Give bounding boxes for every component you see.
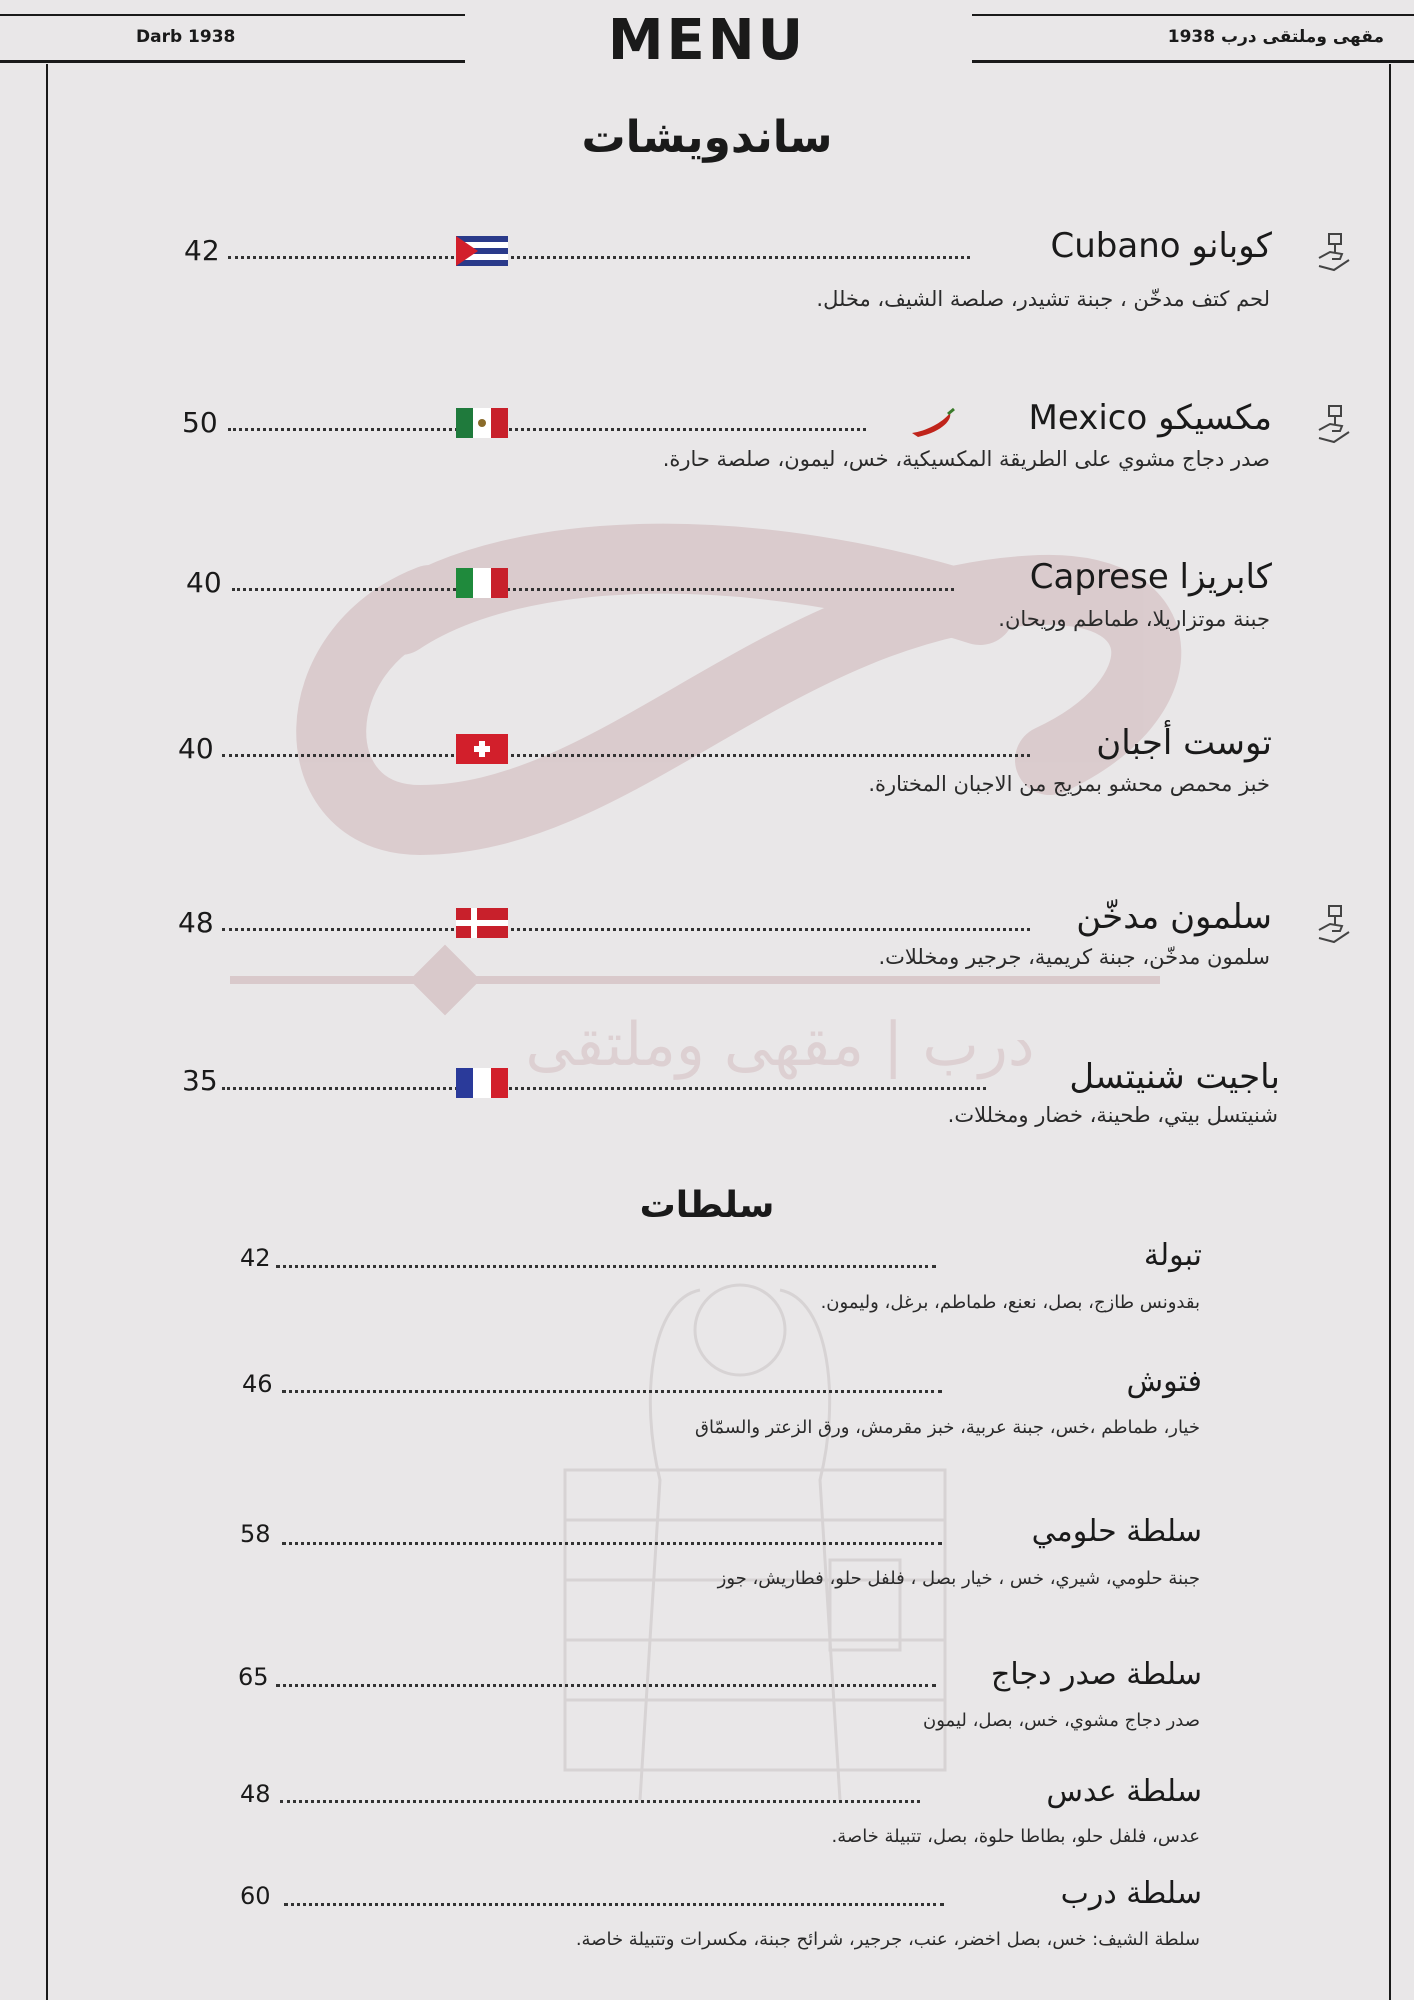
page-title: MENU: [607, 8, 807, 73]
item-price: 46: [242, 1370, 273, 1398]
chef-hand-icon: [1316, 232, 1352, 274]
item-name: كوبانو Cubano: [1050, 226, 1272, 266]
leader-dots: [228, 428, 866, 431]
item-description: صدر دجاج مشوي على الطريقة المكسيكية، خس، ليمون، صلصة حارة.: [662, 447, 1270, 471]
item-price: 40: [186, 566, 222, 599]
item-name: سلطة عدس: [1046, 1774, 1202, 1809]
leader-dots: [282, 1542, 942, 1545]
leader-dots: [232, 588, 954, 591]
leader-dots: [284, 1903, 944, 1906]
switzerland-flag-icon: [456, 734, 508, 764]
italy-flag-icon: [456, 568, 508, 598]
item-name: فتوش: [1126, 1364, 1202, 1399]
leader-dots: [222, 928, 1030, 931]
mexico-flag-icon: [456, 408, 508, 438]
leader-dots: [280, 1800, 920, 1803]
item-name: سلمون مدخّن: [1076, 897, 1272, 937]
item-name: باجيت شنيتسل: [1069, 1057, 1280, 1097]
leader-dots: [276, 1265, 936, 1268]
item-name: توست أجبان: [1096, 723, 1272, 763]
item-description: شنيتسل بيتي، طحينة، خضار ومخللات.: [947, 1103, 1278, 1127]
item-price: 58: [240, 1520, 271, 1548]
item-description: جبنة موتزاريلا، طماطم وريحان.: [998, 607, 1270, 631]
item-price: 42: [184, 234, 220, 267]
header-brand-latin: Darb 1938: [136, 27, 236, 47]
frame-rule-left: [46, 64, 48, 2000]
item-name: كابريزا Caprese: [1029, 557, 1272, 597]
leader-dots: [282, 1390, 942, 1393]
item-description: سلطة الشيف: خس، بصل اخضر، عنب، جرجير، شرائح جبنة، مكسرات وتتبيلة خاصة.: [575, 1929, 1200, 1950]
item-price: 48: [240, 1780, 271, 1808]
item-name: سلطة حلومي: [1031, 1514, 1202, 1549]
item-name: مكسيكو Mexico: [1028, 398, 1272, 438]
item-name: سلطة درب: [1060, 1876, 1202, 1911]
frame-rule-right: [1389, 64, 1391, 2000]
france-flag-icon: [456, 1068, 508, 1098]
item-price: 40: [178, 732, 214, 765]
section-title-salads: سلطات: [639, 1185, 775, 1226]
item-name: سلطة صدر دجاج: [991, 1657, 1202, 1692]
item-description: لحم كتف مدخّن ، جبنة تشيدر، صلصة الشيف، مخلل.: [816, 287, 1270, 311]
watermark-text: درب | مقهى وملتقى: [525, 1010, 1035, 1080]
denmark-flag-icon: [456, 908, 508, 938]
item-price: 60: [240, 1882, 271, 1910]
leader-dots: [276, 1684, 936, 1687]
item-description: خيار، طماطم ،خس، جبنة عربية، خبز مقرمش، ورق الزعتر والسمّاق: [694, 1417, 1200, 1438]
item-price: 35: [182, 1064, 218, 1097]
leader-dots: [222, 1087, 986, 1090]
item-description: سلمون مدخّن، جبنة كريمية، جرجير ومخللات.: [878, 945, 1270, 969]
item-description: بقدونس طازج، بصل، نعنع، طماطم، برغل، وليمون.: [820, 1292, 1200, 1313]
leader-dots: [228, 256, 970, 259]
header-brand-arabic: مقهى وملتقى درب 1938: [1167, 27, 1384, 47]
chef-hand-icon: [1316, 904, 1352, 946]
item-price: 48: [178, 906, 214, 939]
section-title-sandwiches: ساندويشات: [581, 112, 833, 163]
item-name: تبولة: [1143, 1238, 1202, 1273]
item-price: 42: [240, 1244, 271, 1272]
item-price: 65: [238, 1663, 269, 1691]
item-description: جبنة حلومي، شيري، خس ، خيار بصل ، فلفل حلو، فطاريش، جوز: [717, 1568, 1200, 1589]
chili-spicy-icon: [908, 407, 956, 437]
cuba-flag-icon: [456, 236, 508, 266]
chef-hand-icon: [1316, 404, 1352, 446]
item-description: عدس، فلفل حلو، بطاطا حلوة، بصل، تتبيلة خاصة.: [831, 1826, 1200, 1847]
item-description: خبز محمص محشو بمزيج من الاجبان المختارة.: [868, 772, 1270, 796]
item-price: 50: [182, 406, 218, 439]
item-description: صدر دجاج مشوي، خس، بصل، ليمون: [923, 1710, 1200, 1731]
leader-dots: [222, 754, 1030, 757]
